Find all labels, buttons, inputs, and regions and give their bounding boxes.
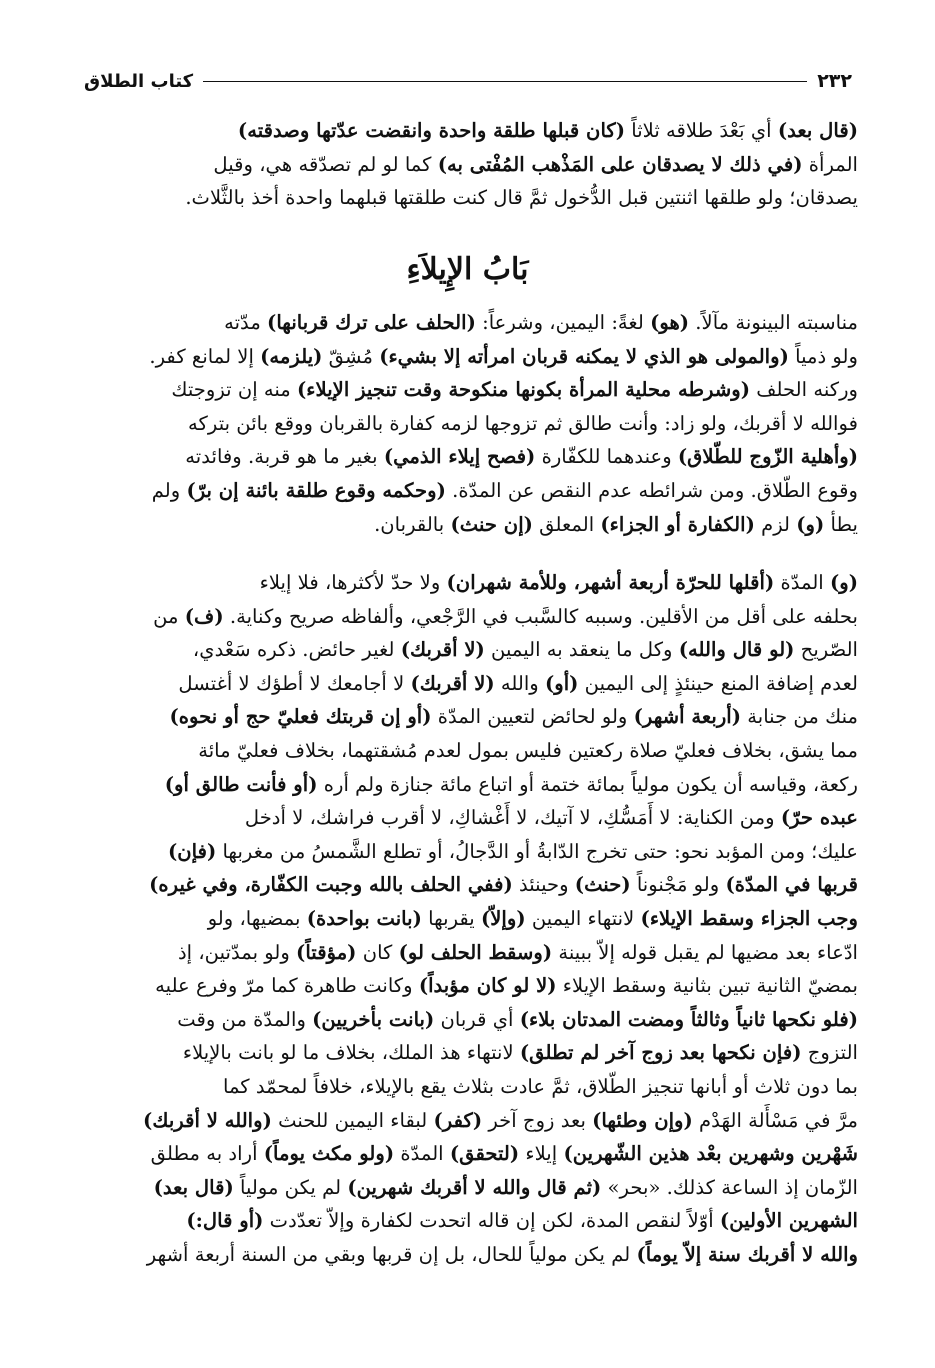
bold-text: (وحكمه وقوع طلقة بائنة إن برّ): [186, 478, 446, 502]
plain-text: لبقاء اليمين للحنث: [271, 1108, 434, 1132]
plain-text: أراد به مطلق: [150, 1142, 264, 1166]
plain-text: مُشِقّ: [322, 344, 380, 368]
book-title: كتاب الطلاق: [84, 70, 194, 92]
plain-text: منك من جنابة: [741, 705, 858, 729]
plain-text: كان: [356, 940, 399, 964]
plain-text: بعد زوج آخر: [482, 1108, 593, 1132]
text-line: [78, 1070, 858, 1104]
bold-text: (قال بعد): [777, 119, 858, 142]
bold-text: الشهرين الأولين): [719, 1209, 858, 1233]
text-line: [78, 633, 858, 667]
page-header: [84, 68, 852, 94]
text-line: [78, 340, 858, 374]
bold-text: (الحلف على ترك قربانها): [267, 311, 476, 334]
plain-text: المدّة: [394, 1142, 450, 1166]
plain-text: مما يشق، بخلاف فعليّ صلاة ركعتين فليس بمول لعدم مُشقتهما، بخلاف فعليّ مائة: [198, 738, 858, 762]
definition-paragraph: [78, 306, 858, 541]
text-line: [78, 936, 858, 970]
bold-text: (بانت بأخريين): [312, 1007, 435, 1031]
bold-text: (في ذلك لا يصدقان على المَذْهب المُفْتى به): [437, 152, 803, 176]
bold-text: عبده حرّ): [780, 806, 858, 830]
bold-text: (مؤقتاً): [296, 940, 357, 964]
plain-text: مرَّ في مَسْأَلة الهَدْم: [692, 1108, 858, 1132]
plain-text: ولم: [151, 478, 187, 502]
plain-text: التزوج: [801, 1041, 858, 1065]
bold-text: (أربعة أشهر): [633, 705, 742, 729]
plain-text: المدّة: [774, 571, 830, 594]
plain-text: كما لو لم تصدّقه هي، وقيل: [213, 152, 438, 176]
plain-text: لانتهاء اليمين: [525, 906, 641, 930]
plain-text: يطأ: [824, 512, 858, 536]
bold-text: (وإن وطئها): [592, 1108, 693, 1132]
plain-text: ولو ذمياً: [788, 344, 858, 368]
bold-text: شَهْرين وشهرين بعْد هذين الشّهرين): [563, 1142, 858, 1166]
bold-text: (بانت بواحدة): [306, 906, 422, 930]
text-line: [78, 768, 858, 802]
text-line: [78, 1137, 858, 1171]
plain-text: بحلفه على أقل من الأقلين. وسببه كالسَّبب في الرَّجْعي، وألفاظه صريح وكناية.: [223, 604, 858, 628]
bold-text: (و): [796, 512, 825, 536]
text-line: [78, 667, 858, 701]
plain-text: ركعة، وقياسه أن يكون مولياً بمائة ختمة أو اتباع مائة جنازة ولم أره: [317, 772, 858, 796]
text-line: [78, 868, 858, 902]
plain-text: والمدّة من وقت: [177, 1007, 313, 1031]
bold-text: (ف): [184, 604, 224, 628]
text-line: [78, 700, 858, 734]
plain-text: لم يكن مولياً للحال، بل إن قربها وبقي من السنة أربعة أشهر: [146, 1242, 637, 1266]
text-line: [78, 1104, 858, 1138]
bold-text: (و): [829, 571, 858, 594]
intro-paragraph: [78, 114, 858, 215]
plain-text: ولو لحائض لتعيين المدّة: [431, 705, 634, 729]
text-line: [78, 969, 858, 1003]
bold-text: (أو إن قربتك فعليّ حج أو نحوه): [169, 705, 432, 729]
plain-text: الصّريح: [794, 638, 858, 662]
text-line: [78, 1238, 858, 1272]
plain-text: ولا حدّ لأكثرها، فلا إيلاء: [259, 571, 447, 594]
text-line: [78, 407, 858, 441]
plain-text: لانتهاء هذ الملك، بخلاف ما لو بانت بالإيلاء: [182, 1041, 520, 1065]
plain-text: ومن الكناية: لا أَمَسُّكِ، لا آتيك، لا أَغْشاكِ، لا أقرب فراشك، لا أدخل: [244, 806, 781, 830]
bold-text: (ثم قال والله لا أقربك شهرين): [347, 1175, 602, 1199]
plain-text: بمضيّ الثانية تبين بثانية وسقط الإيلاء: [556, 974, 858, 998]
text-line: [78, 306, 858, 340]
header-rule: [203, 81, 807, 82]
text-line: [78, 440, 858, 474]
plain-text: أي قربان: [434, 1007, 520, 1031]
plain-text: وحينئذ: [512, 873, 575, 897]
bold-text: (كفر): [433, 1108, 483, 1132]
bold-text: (فإن): [167, 839, 217, 863]
bold-text: (حنث): [574, 873, 631, 897]
plain-text: ادّعاء بعد مضيها لم يقبل قوله إلاّ ببينة: [552, 940, 858, 964]
plain-text: لعدم إضافة المنع حينئذٍ إلى اليمين: [578, 671, 858, 695]
bold-text: (يلزمه): [260, 344, 323, 368]
chapter-title: بَابُ الإِيلاَءِ: [406, 252, 529, 287]
bold-text: (لا أقربك): [410, 671, 495, 695]
bold-text: (الكفارة أو الجزاء): [600, 512, 755, 536]
bold-text: (وشرطه محلية المرأة بكونها منكوحة وقت تنجيز الإيلاء): [297, 378, 751, 402]
plain-text: فوالله لا أقربك، ولو زاد: وأنت طالق ثم تزوجها لزمه كفارة بالقربان ووقع بائن بتركه: [188, 411, 858, 435]
bold-text: (قال بعد): [153, 1175, 234, 1199]
bold-text: (إن حنث): [450, 512, 533, 536]
plain-text: لم يكن مولياً: [233, 1175, 348, 1199]
plain-text: أي بَعْدَ طلاقه ثلاثاً: [625, 119, 778, 142]
plain-text: بما دون ثلاث أو أبانها تنجيز الطّلاق، ثمَّ عادت بثلاث يقع بالإيلاء، خلافاً لمحمّد كما: [222, 1074, 858, 1098]
plain-text: إيلاء: [519, 1142, 564, 1166]
text-line: [78, 373, 858, 407]
text-line: [78, 148, 858, 182]
bold-text: (هو): [650, 311, 690, 334]
text-line: [78, 902, 858, 936]
text-line: [78, 801, 858, 835]
plain-text: والله: [494, 671, 545, 695]
bold-text: (فلو نكحها ثانياً وثالثاً ومضت المدتان بلاء): [519, 1007, 858, 1031]
text-line: [78, 566, 858, 600]
plain-text: ولو مَجْنوناً: [630, 873, 726, 897]
plain-text: مدّته: [224, 311, 268, 334]
bold-text: (أقلها للحرّة أربعة أشهر، وللأمة شهران): [446, 571, 775, 594]
text-line: [78, 734, 858, 768]
plain-text: المعلق: [532, 512, 601, 536]
plain-text: وكل ما ينعقد به اليمين: [484, 638, 679, 662]
plain-text: لغير حائض. ذكره سَعْدي،: [192, 638, 401, 662]
plain-text: مناسبته البينونة مآلاً.: [689, 311, 858, 334]
text-line: [78, 1003, 858, 1037]
bold-text: (وأهلية الزّوج للطّلاق): [677, 445, 858, 469]
plain-text: إلا لمانع كفر.: [149, 344, 261, 368]
text-line: [78, 1036, 858, 1070]
text-line: [78, 600, 858, 634]
plain-text: الزّمان إذ الساعة كذلك. «بحر»: [601, 1175, 858, 1199]
plain-text: لغةً: اليمين، وشرعاً:: [475, 311, 651, 334]
plain-text: بغير ما هو قربة. وفائدته: [185, 445, 384, 469]
plain-text: وعندهما للكفّارة: [535, 445, 678, 469]
text-line: [78, 508, 858, 542]
bold-text: (لا أقربك): [400, 638, 485, 662]
bold-text: (وسقط الحلف لو): [398, 940, 553, 964]
bold-text: والله لا أقربك سنة إلاّ يوماً): [636, 1242, 858, 1266]
plain-text: وركنه الحلف: [750, 378, 858, 402]
text-line: [78, 114, 858, 148]
bold-text: (والمولى هو الذي لا يمكنه قربان امرأته إلا بشيء): [379, 344, 789, 368]
text-line: [78, 181, 858, 215]
bold-text: (فصح إيلاء الذمي): [383, 445, 536, 469]
bold-text: (والله لا أقربك): [143, 1108, 272, 1132]
plain-text: وكانت طاهرة كما مرّ وفرع عليه: [155, 974, 419, 998]
text-line: [78, 1171, 858, 1205]
plain-text: ولو بمدّتين، إذ: [177, 940, 297, 964]
plain-text: من: [153, 604, 185, 628]
bold-text: (لا لو كان مؤبداً): [418, 974, 557, 998]
bold-text: (ولو مكث يوماً): [263, 1142, 395, 1166]
bold-text: (أو فأنت طالق أو): [164, 772, 318, 796]
bold-text: (أو): [544, 671, 579, 695]
text-line: [78, 474, 858, 508]
text-line: [78, 1204, 858, 1238]
plain-text: يقربها: [421, 906, 481, 930]
bold-text: (لتحقق): [449, 1142, 520, 1166]
plain-text: بمضيها، ولو: [207, 906, 307, 930]
plain-text: بالقربان.: [374, 512, 451, 536]
bold-text: وجب الجزاء وسقط الإيلاء): [640, 906, 858, 930]
duration-paragraph: [78, 566, 858, 1271]
bold-text: (كان قبلها طلقة واحدة وانقضت عدّتها وصدقته): [237, 119, 626, 142]
plain-text: وقوع الطّلاق. ومن شرائطه عدم النقص عن المدّة.: [445, 478, 858, 502]
bold-text: (لو قال والله): [678, 638, 795, 662]
plain-text: لزم: [754, 512, 797, 536]
plain-text: أوّلاً لنقص المدة، لكن إن قاله اتحدت لكفارة وإلاّ تعدّدت: [263, 1209, 720, 1233]
text-line: [78, 835, 858, 869]
plain-text: لا أجامعك لا أطؤك لا أغتسل: [178, 671, 411, 695]
plain-text: المرأة: [802, 152, 858, 176]
bold-text: (فإن نكحها بعد زوج آخر لم تطلق): [519, 1041, 802, 1065]
bold-text: (وإلاّ): [480, 906, 526, 930]
bold-text: قربها في المدّة): [725, 873, 858, 897]
plain-text: يصدقان؛ ولو طلقها اثنتين قبل الدُّخول ثمَّ قال كنت طلقتها قبلهما واحدة أخذ بالثَّلاث.: [185, 186, 858, 210]
bold-text: (ففي الحلف بالله وجبت الكفّارة، وفي غيره): [149, 873, 513, 897]
plain-text: منه إن تزوجتك: [171, 378, 298, 402]
page-number: ٢٣٢: [817, 70, 852, 92]
plain-text: عليك؛ ومن المؤبد نحو: حتى تخرج الدّابةُ أو الدَّجالُ، أو تطلع الشَّمسُ من مغربها: [216, 839, 858, 863]
bold-text: (أو قال:): [186, 1209, 264, 1233]
